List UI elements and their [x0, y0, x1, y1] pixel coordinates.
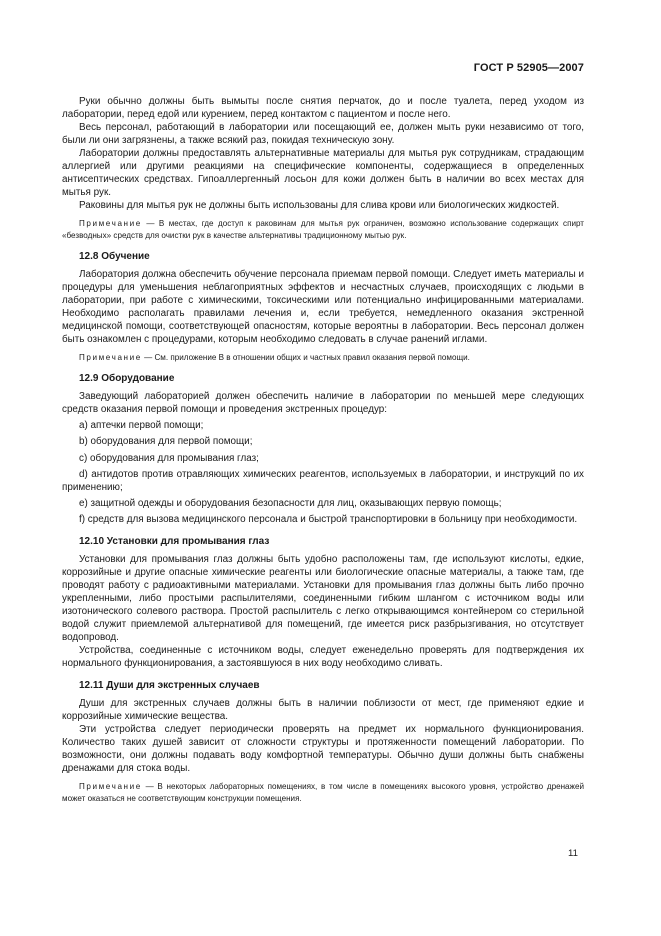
- paragraph: Устройства, соединенные с источником воды, следует еженедельно проверять для подтверждения их нормального функционирования, а застоявшуюся в них воду необходимо сливать.: [62, 645, 584, 670]
- page-number: 11: [568, 848, 578, 859]
- note: [62, 781, 584, 803]
- note: [62, 352, 584, 363]
- paragraph: Раковины для мытья рук не должны быть использованы для слива крови или биологических жидкостей.: [79, 200, 560, 212]
- section-heading: 12.8 Обучение: [79, 250, 150, 262]
- note-text: — В местах, где доступ к раковинам для мытья рук ограничен, возможно использование содержащих спирт «безводных» средств для очистки рук в качестве альтернативы традиционному мытью рук.: [62, 219, 584, 240]
- note-label: Примечание: [79, 353, 142, 363]
- note-text: — В некоторых лабораторных помещениях, в том числе в помещениях высокого уровня, устройство дренажей может оказаться не соответствующим конструкции помещения.: [62, 782, 584, 803]
- note-label: Примечание: [79, 782, 142, 792]
- list-item: e) защитной одежды и оборудования безопасности для лиц, оказывающих первую помощь;: [79, 497, 502, 509]
- paragraph: Весь персонал, работающий в лаборатории или посещающий ее, должен мыть руки независимо от того, были ли они загрязнены, а также всякий раз, покидая техническую зону.: [62, 122, 584, 147]
- document-page: [62, 62, 584, 804]
- list-item: c) оборудования для промывания глаз;: [79, 452, 259, 464]
- section-heading: 12.11 Души для экстренных случаев: [79, 680, 260, 692]
- list-item: d) антидотов против отравляющих химических реагентов, используемых в лаборатории, и инструкций по их применению;: [62, 468, 584, 493]
- document-header: ГОСТ Р 52905—2007: [473, 62, 584, 74]
- list-item: f) средств для вызова медицинского персонала и быстрой транспортировки в больницу при необходимости.: [79, 513, 578, 525]
- paragraph: Установки для промывания глаз должны быть удобно расположены там, где используют кислоты, едкие, коррозийные и другие опасные химические реагенты или биологические опасные материалы, а также там, где проводят работу с радиоактивными материалами. Установки для промывания глаз должны быть либо прочно укрепленными, либо простыми распылителями, соединенными гибким шлангом с источником воды или изотонического солевого раствора. Простой распылитель с легко открывающимся контейнером со стерильной водой служит приемлемой альтернативой для помещений, где имеется риск разбрызгивания, но отсутствует водопровод.: [62, 553, 584, 644]
- note-label: Примечание: [79, 219, 142, 229]
- paragraph: Лаборатория должна обеспечить обучение персонала приемам первой помощи. Следует иметь материалы и процедуры для уменьшения неблагоприятных эффектов и несчастных случаев, происходящих с людьми в лаборатории, при работе с химическими, токсическими или потенциально инфицированными материалами. Необходимо располагать правилами лечения и, если требуется, немедленного оказания экстренной медицинской помощи, соответствующей опасностям, которые вероятны в лаборатории. Весь персонал должен быть ознакомлен с процедурами, которым необходимо следовать в случае ранений иглами.: [62, 268, 584, 346]
- list-item: b) оборудования для первой помощи;: [79, 436, 253, 448]
- paragraph: Эти устройства следует периодически проверять на предмет их нормального функционирования. Количество таких душей зависит от сложности структуры и протяженности помещений лаборатории. По возможности, они должны подавать воду комфортной температуры. Обычно души должны быть снабжены дренажами для стока воды.: [62, 724, 584, 775]
- list-item: a) аптечки первой помощи;: [79, 420, 204, 432]
- section-heading: 12.9 Оборудование: [79, 373, 175, 385]
- paragraph: Лаборатории должны предоставлять альтернативные материалы для мытья рук сотрудникам, страдающим аллергией или другими реакциями на специфические компоненты, содержащиеся в определенных антисептических средствах. Гипоаллергенный лосьон для кожи должен быть в наличии во всех местах для мытья рук.: [62, 148, 584, 199]
- paragraph: Руки обычно должны быть вымыты после снятия перчаток, до и после туалета, перед уходом из лаборатории, перед едой или курением, перед контактом с пациентом и после него.: [62, 96, 584, 121]
- paragraph: Души для экстренных случаев должны быть в наличии поблизости от мест, где применяют едкие и коррозийные химические вещества.: [62, 698, 584, 723]
- section-heading: 12.10 Установки для промывания глаз: [79, 535, 270, 547]
- paragraph: Заведующий лабораторией должен обеспечить наличие в лаборатории по меньшей мере следующих средств оказания первой помощи и проведения экстренных процедур:: [62, 391, 584, 416]
- note: [62, 218, 584, 240]
- note-text: — См. приложение В в отношении общих и частных правил оказания первой помощи.: [141, 353, 470, 363]
